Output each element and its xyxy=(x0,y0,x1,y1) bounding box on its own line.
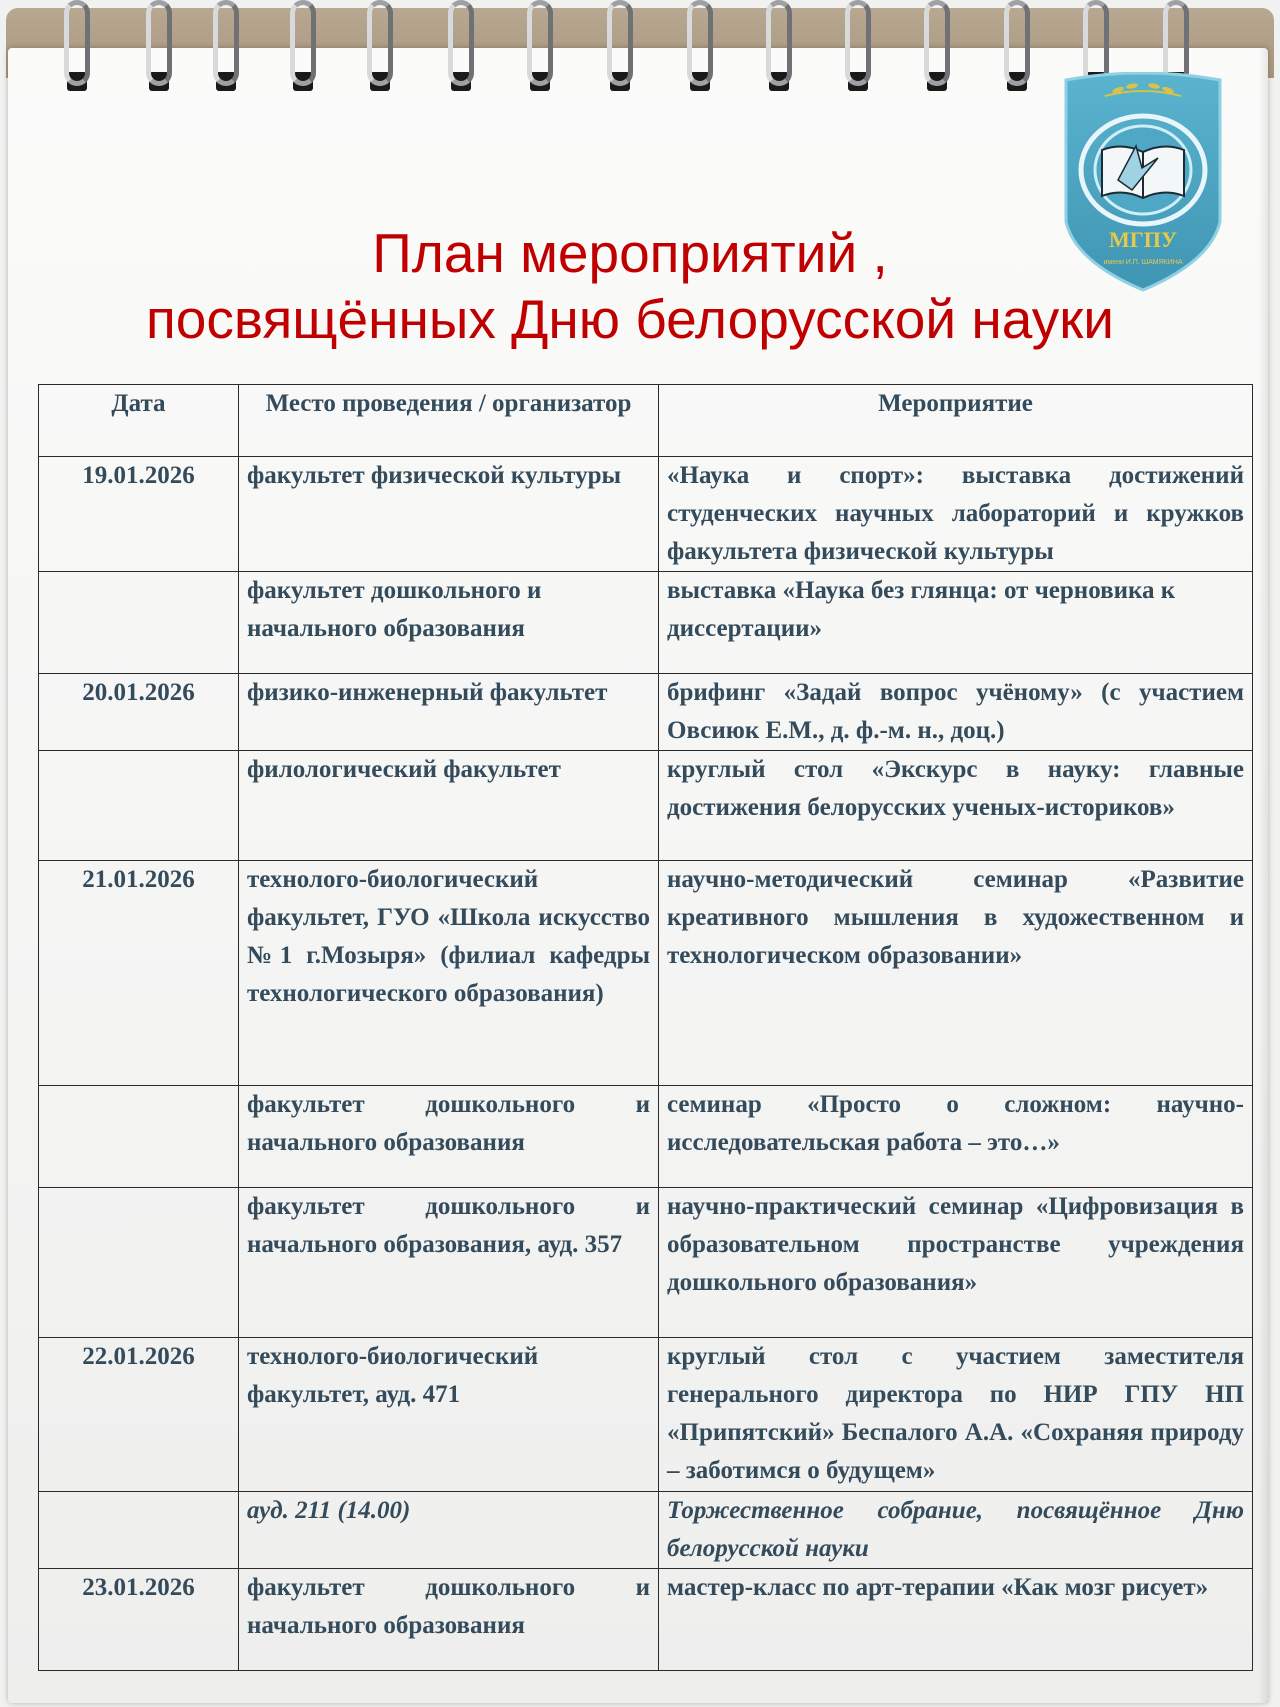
events-table xyxy=(38,384,1253,1671)
row-date xyxy=(39,1188,239,1338)
table-row xyxy=(39,1188,1253,1338)
logo-subtext: имени И.П. ШАМЯКИНА xyxy=(1103,259,1183,266)
row-date: 21.01.2026 xyxy=(39,861,239,1086)
row-date: 22.01.2026 xyxy=(39,1338,239,1492)
table-row xyxy=(39,1569,1253,1671)
table-row xyxy=(39,861,1253,1086)
table-row xyxy=(39,572,1253,674)
row-date: 20.01.2026 xyxy=(39,674,239,751)
table-row xyxy=(39,1338,1253,1492)
row-event: научно-методический семинар «Развитие креативного мышления в художественном и технологическом образовании» xyxy=(659,861,1253,1086)
table-row xyxy=(39,751,1253,861)
row-event: круглый стол «Экскурс в науку: главные достижения белорусских ученых-историков» xyxy=(659,751,1253,861)
row-date xyxy=(39,1086,239,1188)
row-place: физико-инженерный факультет xyxy=(239,674,659,751)
title-line-1: План мероприятий , xyxy=(372,222,888,284)
row-place: факультет дошкольного и начального образования, ауд. 357 xyxy=(239,1188,659,1338)
row-place: факультет дошкольного и начального образования xyxy=(239,572,659,674)
page-title xyxy=(60,220,1200,352)
row-event: мастер-класс по арт-терапии «Как мозг рисует» xyxy=(659,1569,1253,1671)
row-place: технолого-биологический факультет, ауд. 471 xyxy=(239,1338,659,1492)
row-event: выставка «Наука без глянца: от черновика к диссертации» xyxy=(659,572,1253,674)
row-date: 19.01.2026 xyxy=(39,457,239,572)
row-event: брифинг «Задай вопрос учёному» (с участием Овсиюк Е.М., д. ф.-м. н., доц.) xyxy=(659,674,1253,751)
row-place: факультет дошкольного и начального образования xyxy=(239,1086,659,1188)
logo-text: МГПУ xyxy=(1108,227,1178,252)
row-place: факультет физической культуры xyxy=(239,457,659,572)
row-place: ауд. 211 (14.00) xyxy=(239,1492,659,1569)
row-date xyxy=(39,1492,239,1569)
row-date xyxy=(39,572,239,674)
column-header-event: Мероприятие xyxy=(659,385,1253,457)
row-date: 23.01.2026 xyxy=(39,1569,239,1671)
row-date xyxy=(39,751,239,861)
row-event: круглый стол с участием заместителя генерального директора по НИР ГПУ НП «Припятский» Беспалого А.А. «Сохраняя природу – заботимся о будущем» xyxy=(659,1338,1253,1492)
open-book-icon xyxy=(1102,146,1184,198)
row-event: «Наука и спорт»: выставка достижений студенческих научных лабораторий и кружков факультета физической культуры xyxy=(659,457,1253,572)
table-row xyxy=(39,674,1253,751)
column-header-place: Место проведения / организатор xyxy=(239,385,659,457)
row-place: технолого-биологический факультет, ГУО «Школа искусство №1 г.Мозыря» (филиал кафедры технологического образования) xyxy=(239,861,659,1086)
column-header-date: Дата xyxy=(39,385,239,457)
row-place: филологический факультет xyxy=(239,751,659,861)
table-row xyxy=(39,1086,1253,1188)
table-row xyxy=(39,1492,1253,1569)
row-event: научно-практический семинар «Цифровизация в образовательном пространстве учреждения дошкольного образования» xyxy=(659,1188,1253,1338)
table-header-row xyxy=(39,385,1253,457)
table-row xyxy=(39,457,1253,572)
row-place: факультет дошкольного и начального образования xyxy=(239,1569,659,1671)
row-event: семинар «Просто о сложном: научно-исследовательская работа – это…» xyxy=(659,1086,1253,1188)
row-event: Торжественное собрание, посвящённое Дню белорусской науки xyxy=(659,1492,1253,1569)
title-line-2: посвящённых Дню белорусской науки xyxy=(145,288,1114,350)
